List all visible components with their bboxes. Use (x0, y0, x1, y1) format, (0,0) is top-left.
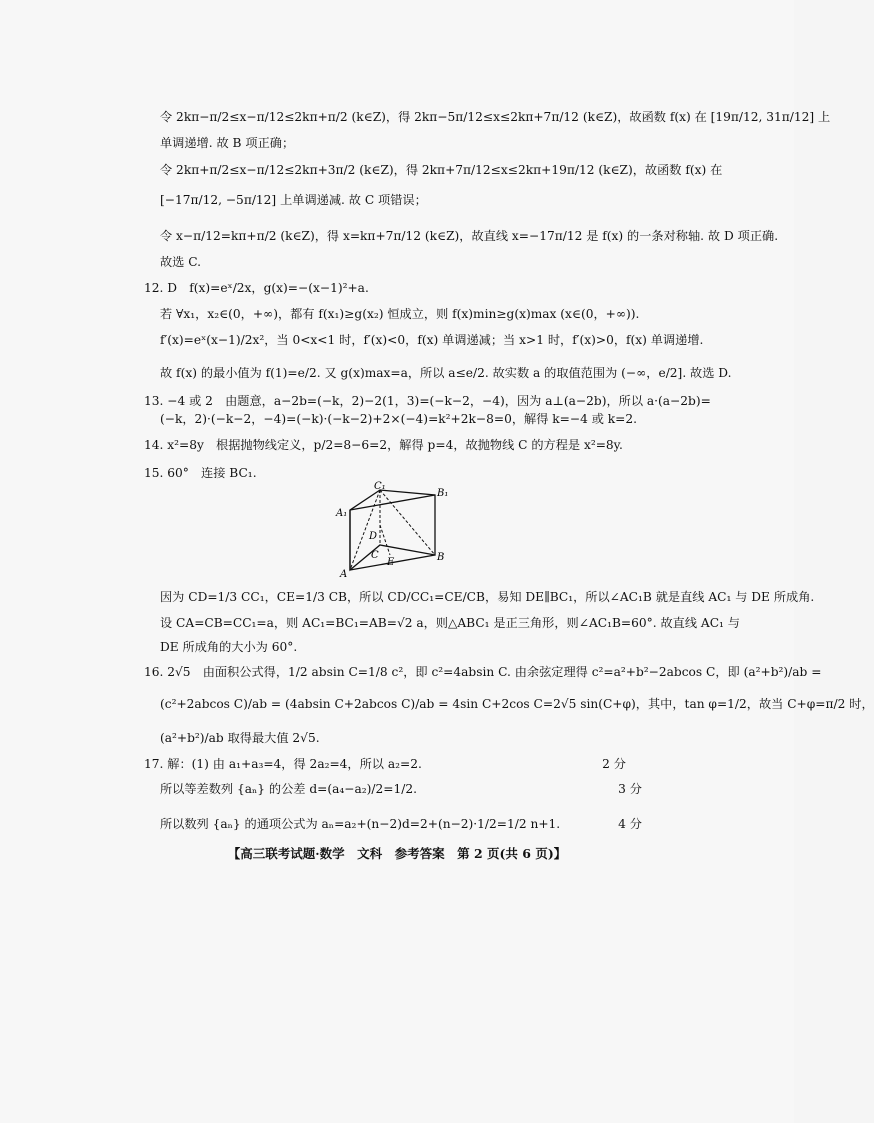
answer-12: 12. D f(x)=eˣ/2x，g(x)=−(x−1)²+a. (144, 281, 369, 295)
text-line: 所以等差数列 {aₙ} 的公差 d=(a₄−a₂)/2=1/2. (160, 782, 417, 796)
label-D: D (369, 531, 378, 542)
answer-16: 16. 2√5 由面积公式得，1/2 absin C=1/8 c²，即 c²=4absin C. 由余弦定理得 c²=a²+b²−2abcos C，即 (a²+b²)/ab = (144, 665, 822, 679)
label-C: C (371, 550, 379, 561)
answer-14: 14. x²=8y 根据抛物线定义，p/2=8−6=2，解得 p=4，故抛物线 C 的方程是 x²=8y. (144, 438, 623, 452)
text-line: (a²+b²)/ab 取得最大值 2√5. (160, 731, 320, 745)
text-line: 设 CA=CB=CC₁=a，则 AC₁=BC₁=AB=√2 a，则△ABC₁ 是正三角形，则∠AC₁B=60°. 故直线 AC₁ 与 (160, 616, 740, 630)
label-B: B (437, 552, 445, 563)
label-E: E (387, 557, 395, 568)
text-line-scored (160, 814, 642, 834)
text-line: 17. 解：(1) 由 a₁+a₃=4，得 2a₂=4，所以 a₂=2. (144, 757, 422, 771)
text-line: 故 f(x) 的最小值为 f(1)=e/2. 又 g(x)max=a，所以 a≤e/2. 故实数 a 的取值范围为 (−∞，e/2]. 故选 D. (160, 366, 732, 380)
text-line: 令 x−π/12=kπ+π/2 (k∈Z)，得 x=kπ+7π/12 (k∈Z)，故直线 x=−17π/12 是 f(x) 的一条对称轴. 故 D 项正确. (160, 229, 779, 243)
text-line: 若 ∀x₁，x₂∈(0，+∞)，都有 f(x₁)≥g(x₂) 恒成立，则 f(x)min≥g(x)max (x∈(0，+∞)). (160, 307, 640, 321)
text-line: 故选 C. (160, 255, 202, 269)
text-line: (−k，2)·(−k−2，−4)=(−k)·(−k−2)+2×(−4)=k²+2k−8=0，解得 k=−4 或 k=2. (160, 412, 637, 426)
text-line: 令 2kπ−π/2≤x−π/12≤2kπ+π/2 (k∈Z)，得 2kπ−5π/12≤x≤2kπ+7π/12 (k∈Z)，故函数 f(x) 在 [19π/12, 31π/12] 上 (160, 110, 831, 124)
prism-figure (330, 480, 460, 580)
answer-13: 13. −4 或 2 由题意，a−2b=(−k，2)−2(1，3)=(−k−2，−4)，因为 a⊥(a−2b)，所以 a·(a−2b)= (144, 394, 711, 408)
label-B1: B₁ (437, 488, 449, 499)
text-line: DE 所成角的大小为 60°. (160, 640, 298, 654)
text-line: (c²+2abcos C)/ab = (4absin C+2abcos C)/ab = 4sin C+2cos C=2√5 sin(C+φ)，其中，tan φ=1/2，故当 C+φ=π/2 时， (160, 697, 874, 711)
label-A1: A₁ (336, 508, 348, 519)
text-line: 单调递增. 故 B 项正确； (160, 136, 295, 150)
answer-15: 15. 60° 连接 BC₁. (144, 466, 257, 480)
text-line: 所以数列 {aₙ} 的通项公式为 aₙ=a₂+(n−2)d=2+(n−2)·1/2=1/2 n+1. (160, 817, 561, 831)
score: 2 分 (602, 757, 626, 771)
page-footer: 【高三联考试题·数学 文科 参考答案 第 2 页(共 6 页)】 (227, 846, 567, 861)
label-A: A (340, 569, 348, 580)
text-line: f′(x)=eˣ(x−1)/2x²，当 0<x<1 时，f′(x)<0，f(x) 单调递减；当 x>1 时，f′(x)>0，f(x) 单调递增. (160, 333, 704, 347)
answer-17 (144, 754, 626, 774)
label-C1: C₁ (374, 481, 386, 492)
score: 3 分 (618, 782, 642, 796)
text-line-scored (160, 779, 642, 799)
text-line: 因为 CD=1/3 CC₁，CE=1/3 CB，所以 CD/CC₁=CE/CB，易知 DE∥BC₁，所以∠AC₁B 就是直线 AC₁ 与 DE 所成角. (160, 590, 815, 604)
text-line: 令 2kπ+π/2≤x−π/12≤2kπ+3π/2 (k∈Z)，得 2kπ+7π/12≤x≤2kπ+19π/12 (k∈Z)，故函数 f(x) 在 (160, 163, 723, 177)
text-line: [−17π/12, −5π/12] 上单调递减. 故 C 项错误； (160, 193, 427, 207)
score: 4 分 (618, 817, 642, 831)
